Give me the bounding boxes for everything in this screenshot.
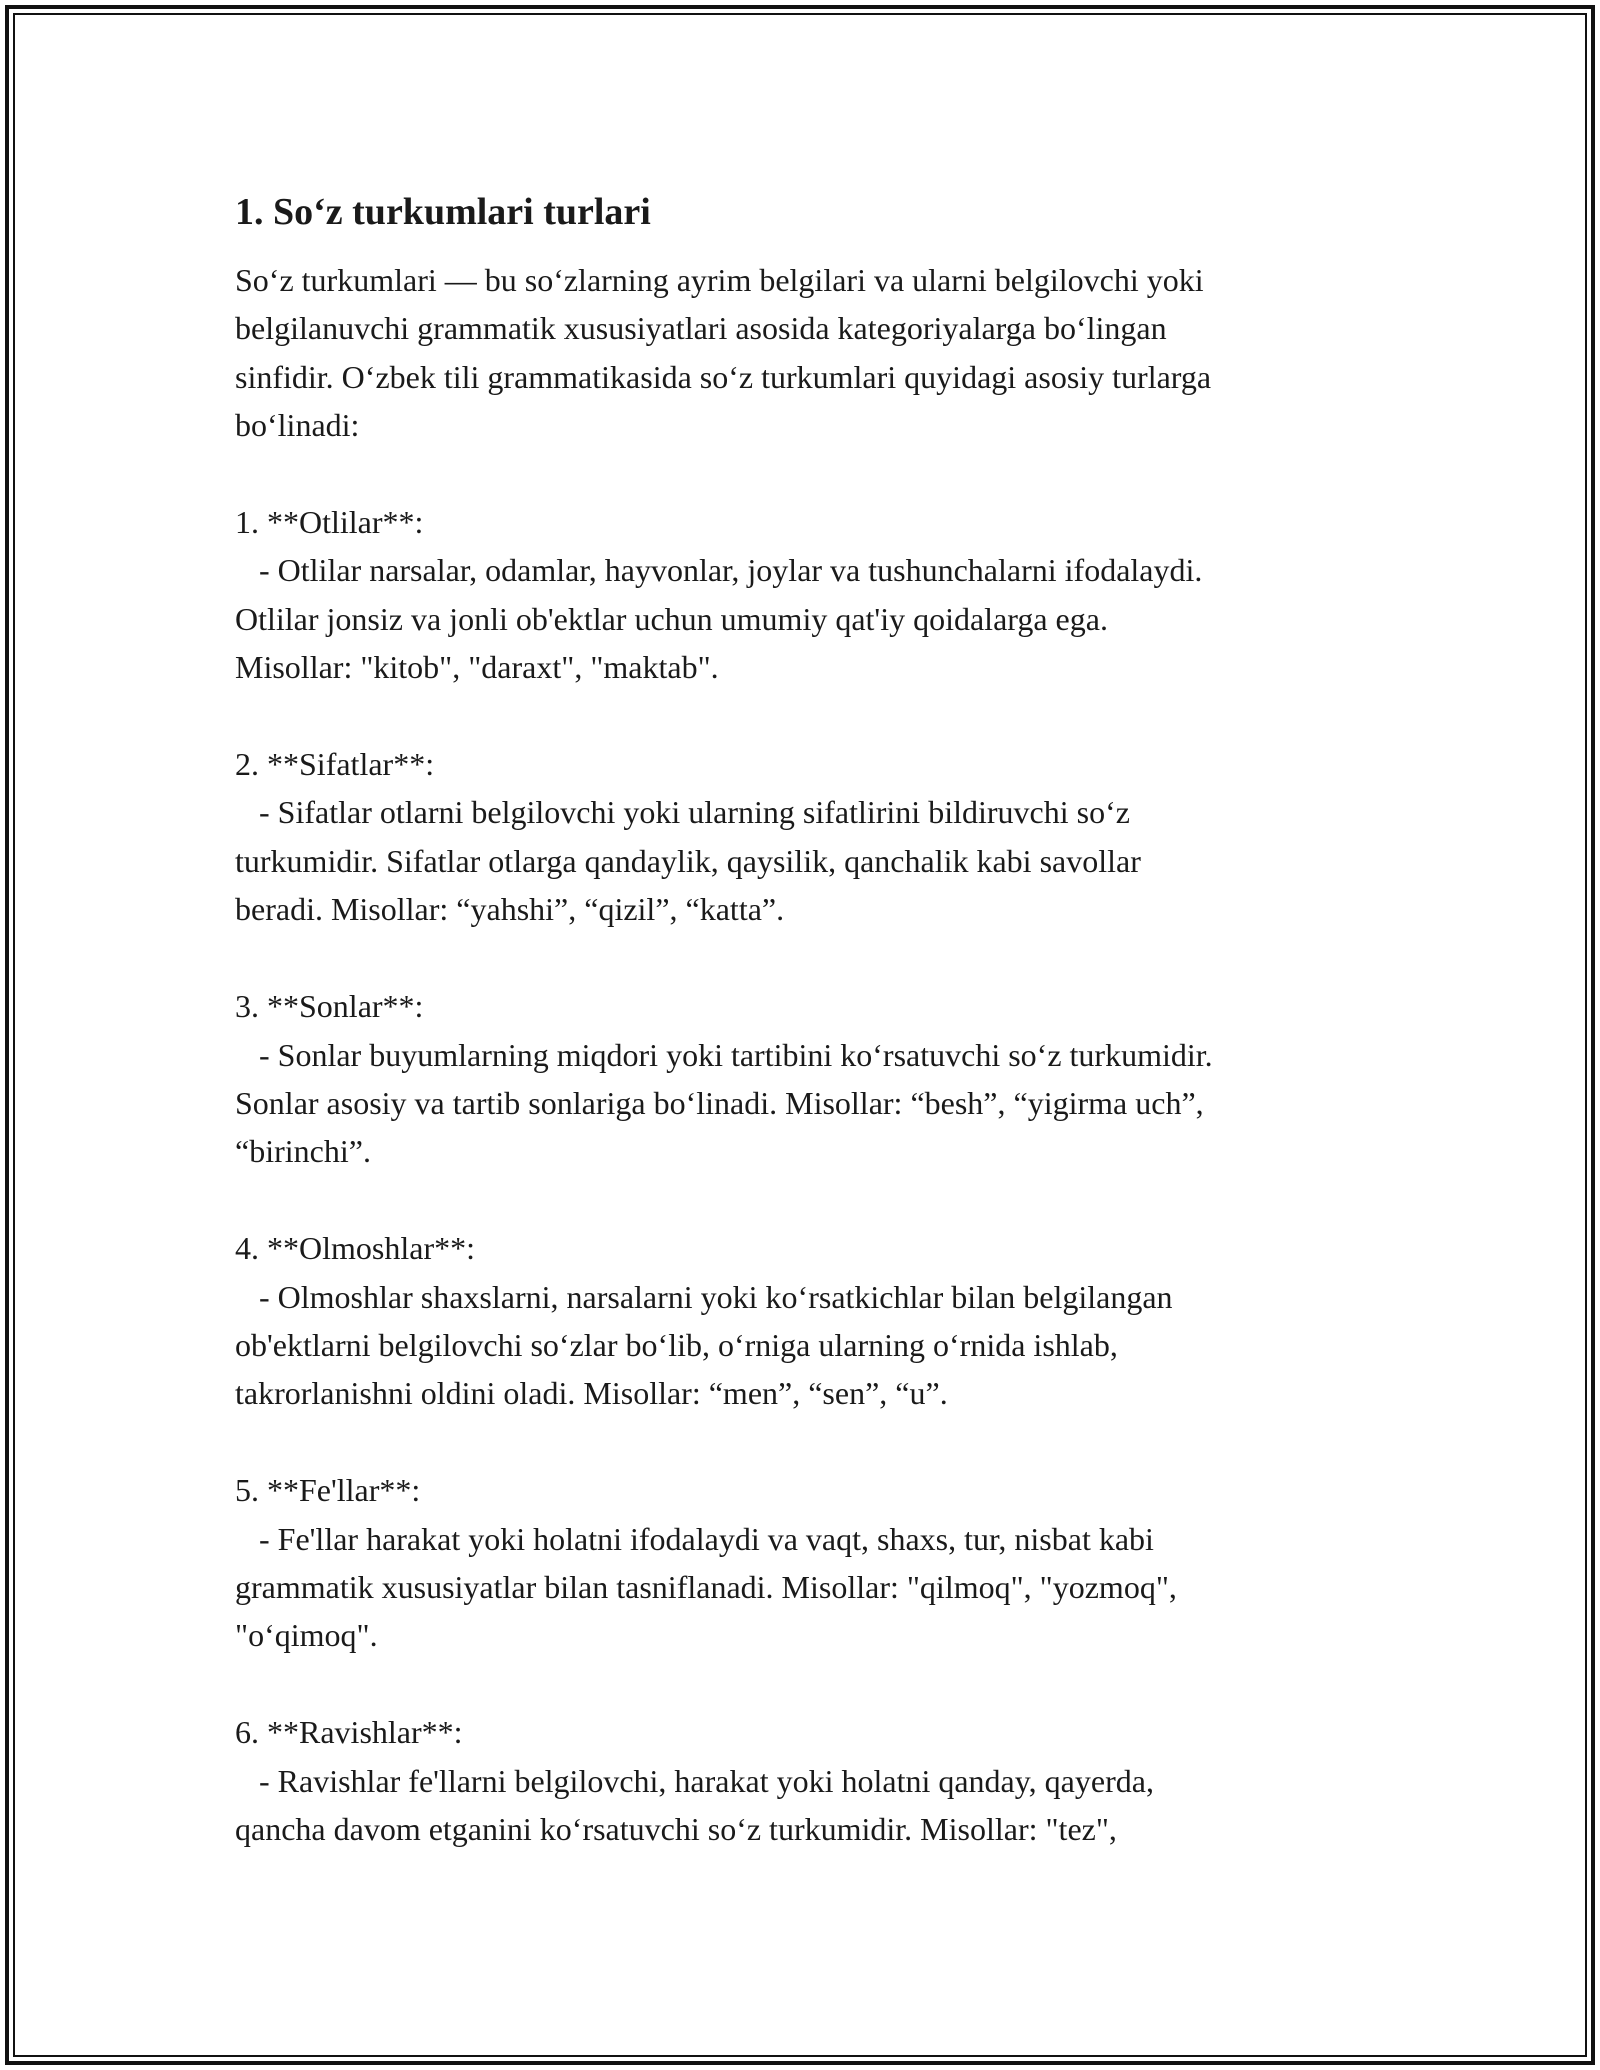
section-heading: 1. So‘z turkumlari turlari bbox=[235, 191, 651, 233]
document-content bbox=[235, 188, 1375, 1853]
body-text: So‘z turkumlari — bu so‘zlarning ayrim belgilari va ularni belgilovchi yoki belgilanuvchi grammatik xususiyatlari asosida kategoriyalarga bo‘lingan sinfidir. O‘zbek tili grammatikasida so‘z turkumlari quyidagi asosiy turlarga bo‘linadi: 1. **Otlilar**: - Otlilar narsalar, odamlar, hayvonlar, joylar va tushunchalarni ifodalaydi. Otlilar jonsiz va jonli ob'ektlar uchun umumiy qat'iy qoidalarga ega. Misollar: "kitob", "daraxt", "maktab". 2. **Sifatlar**: - Sifatlar otlarni belgilovchi yoki ularning sifatlirini bildiruvchi so‘z turkumidir. Sifatlar otlarga qandaylik, qaysilik, qanchalik kabi savollar beradi. Misollar: “yahshi”, “qizil”, “katta”. 3. **Sonlar**: - Sonlar buyumlarning miqdori yoki tartibini ko‘rsatuvchi so‘z turkumidir. Sonlar asosiy va tartib sonlariga bo‘linadi. Misollar: “besh”, “yigirma uch”, “birinchi”. 4. **Olmoshlar**: - Olmoshlar shaxslarni, narsalarni yoki ko‘rsatkichlar bilan belgilangan ob'ektlarni belgilovchi so‘zlar bo‘lib, o‘rniga ularning o‘rnida ishlab, takrorlanishni oldini oladi. Misollar: “men”, “sen”, “u”. 5. **Fe'llar**: - Fe'llar harakat yoki holatni ifodalaydi va vaqt, shaxs, tur, nisbat kabi grammatik xususiyatlar bilan tasniflanadi. Misollar: "qilmoq", "yozmoq", "o‘qimoq". 6. **Ravishlar**: - Ravishlar fe'llarni belgilovchi, harakat yoki holatni qanday, qayerda, qancha davom etganini ko‘rsatuvchi so‘z turkumidir. Misollar: "tez", bbox=[235, 262, 1213, 1847]
